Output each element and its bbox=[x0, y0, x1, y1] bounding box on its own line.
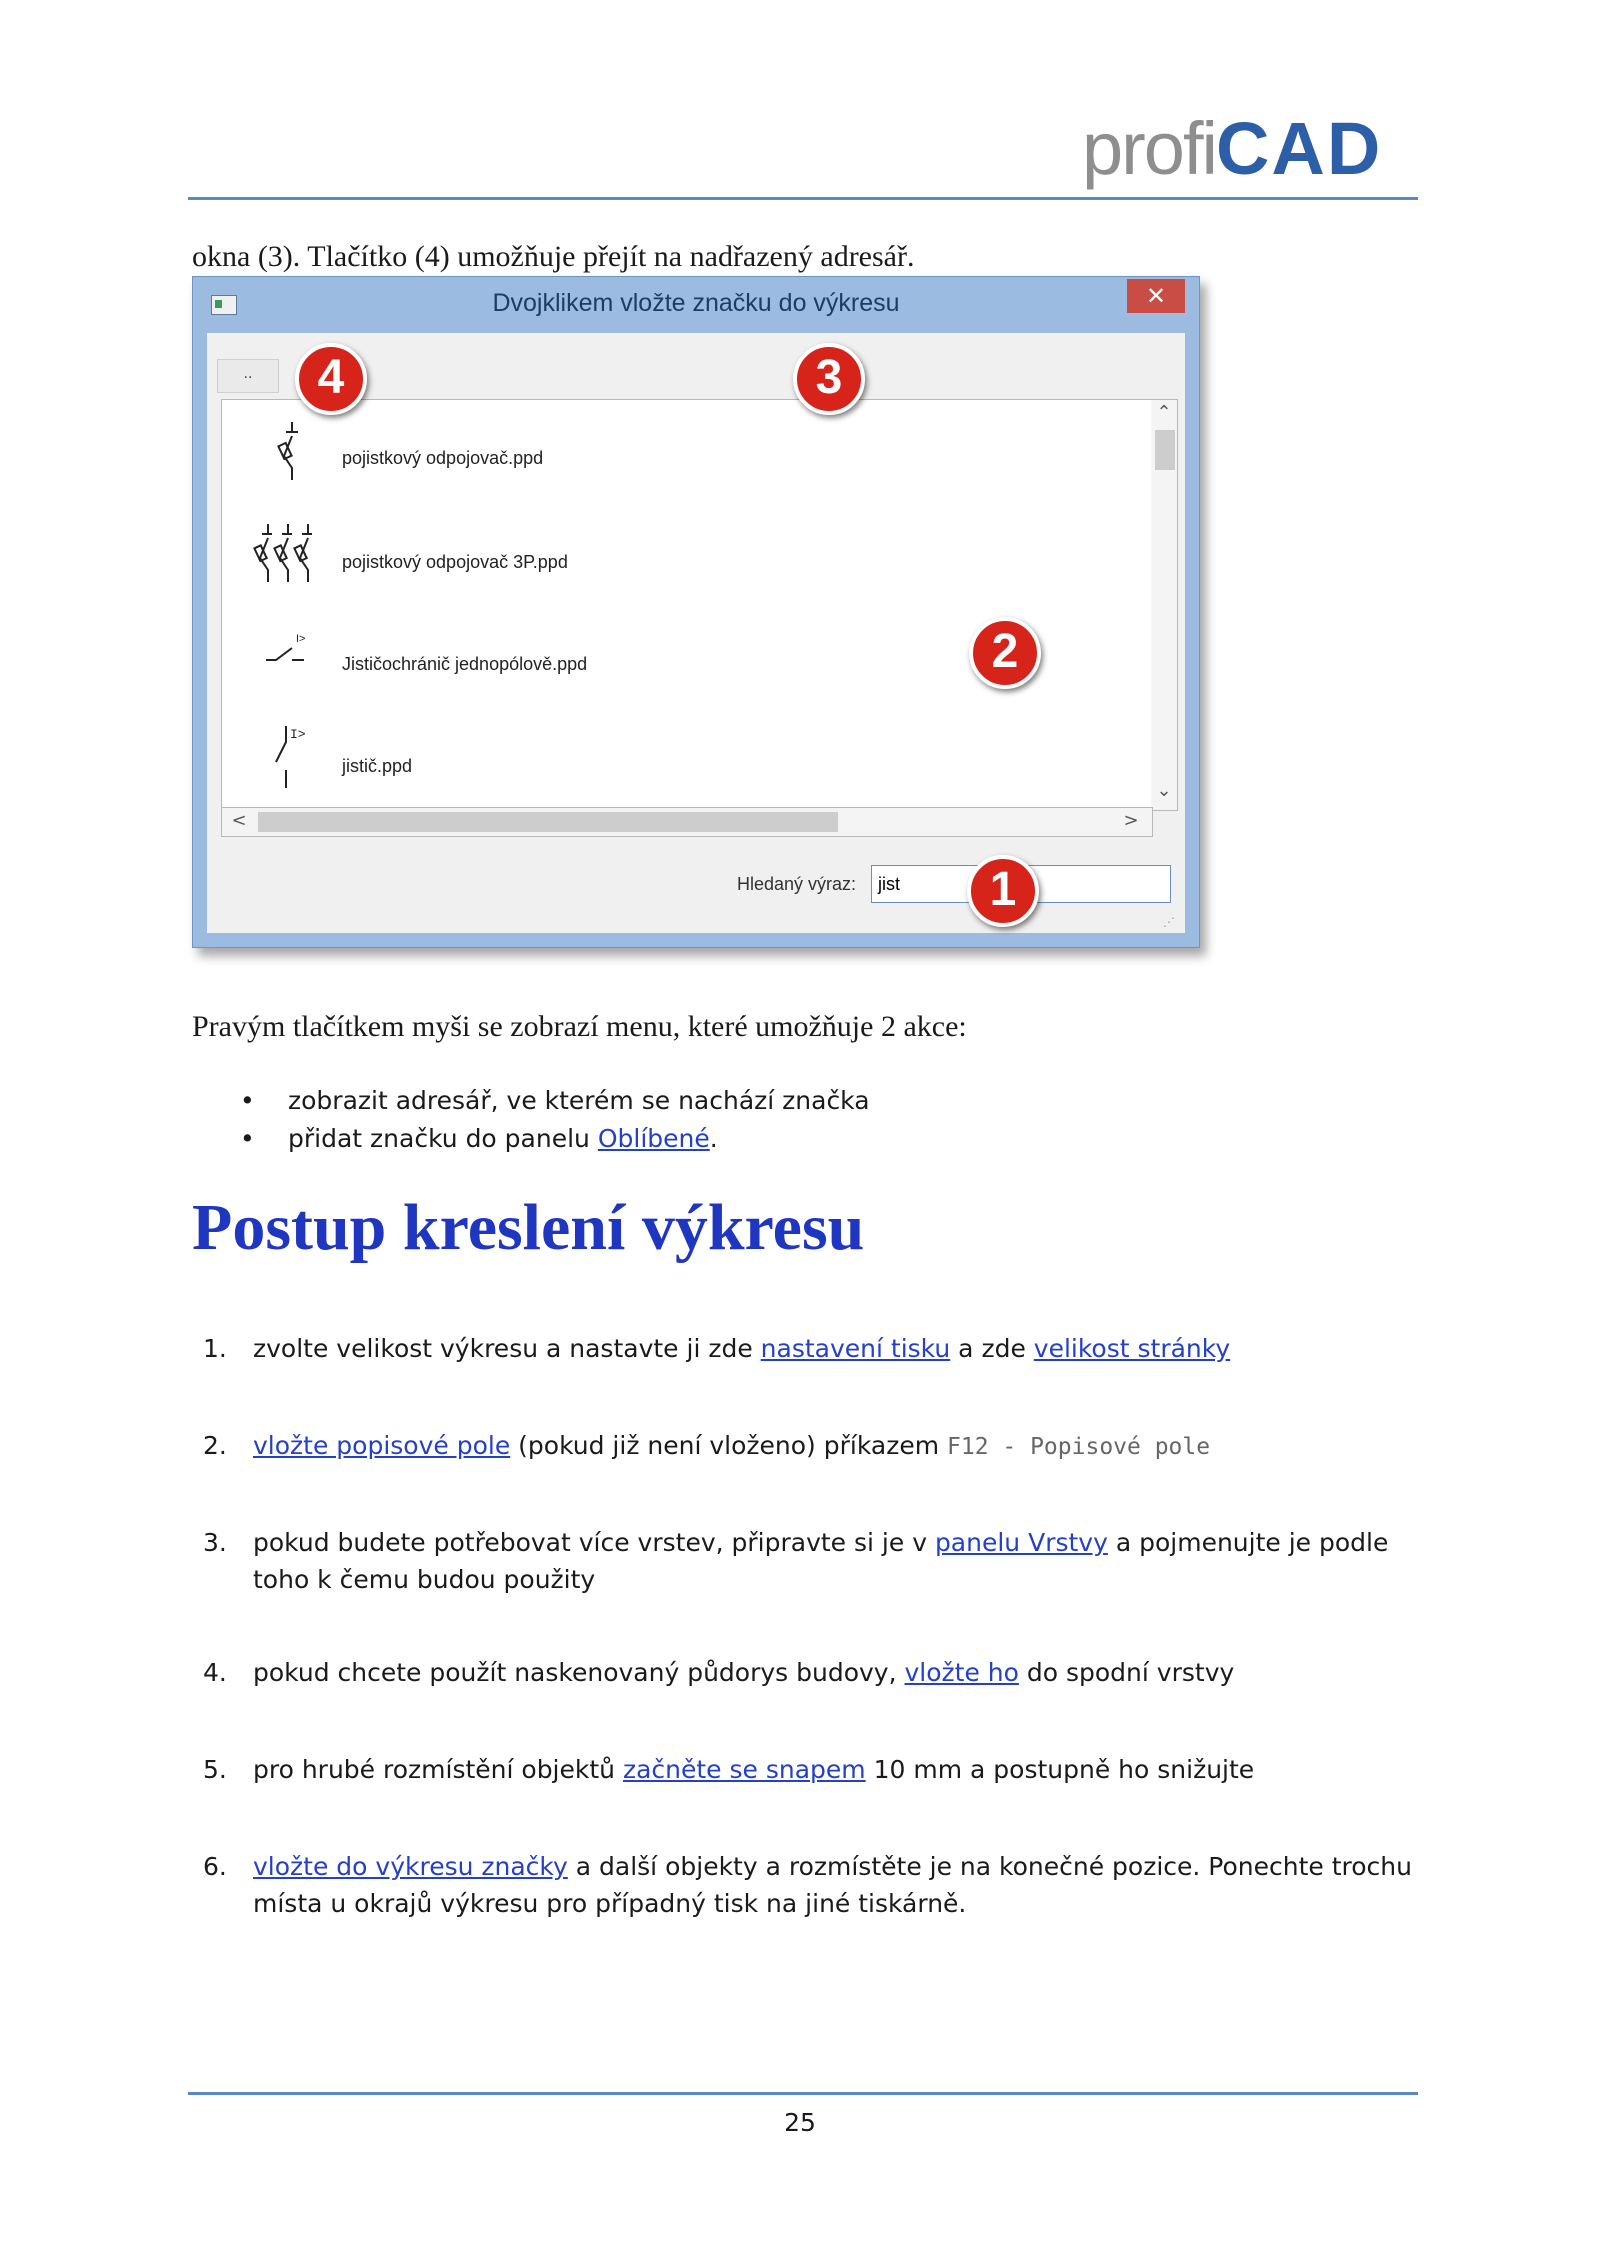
step-item bbox=[203, 1848, 1423, 1922]
list-item[interactable] bbox=[242, 418, 942, 498]
step-text: a další objekty a rozmístěte je na konečné pozice. Ponechte trochu místa u okrajů výkresu pro případný tisk na jiné tiskárně. bbox=[253, 1852, 1420, 1918]
insert-symbols-link[interactable]: vložte do výkresu značky bbox=[253, 1852, 568, 1881]
list-item[interactable] bbox=[242, 722, 942, 802]
bullet-dot: • bbox=[240, 1124, 255, 1153]
section-heading: Postup kreslení výkresu bbox=[192, 1191, 865, 1264]
bullet-dot: • bbox=[240, 1086, 255, 1115]
step-text: zvolte velikost výkresu a nastavte ji zde bbox=[253, 1334, 761, 1363]
close-button[interactable]: ✕ bbox=[1127, 279, 1185, 313]
step-text: pokud budete potřebovat více vrstev, připravte si je v bbox=[253, 1528, 935, 1557]
list-item-label: pojistkový odpojovač.ppd bbox=[342, 448, 544, 468]
dialog-titlebar bbox=[193, 277, 1199, 333]
bullet-text: zobrazit adresář, ve kterém se nachází značka bbox=[288, 1086, 870, 1115]
step-text: do spodní vrstvy bbox=[1018, 1658, 1235, 1687]
fuse-disconnector-icon bbox=[262, 418, 322, 482]
rcbo-label: I> bbox=[296, 633, 306, 645]
dialog-client bbox=[207, 333, 1185, 933]
step-item bbox=[203, 1751, 1423, 1788]
search-input[interactable]: jist bbox=[871, 865, 1171, 903]
list-item-label: pojistkový odpojovač 3P.ppd bbox=[342, 552, 568, 572]
insert-title-block-link[interactable]: vložte popisové pole bbox=[253, 1431, 511, 1460]
step-item bbox=[203, 1524, 1423, 1598]
page-number: 25 bbox=[784, 2108, 816, 2137]
logo-cad-text: CAD bbox=[1215, 107, 1383, 190]
scroll-up-icon[interactable]: ⌃ bbox=[1156, 402, 1172, 423]
page-size-link[interactable]: velikost stránky bbox=[1033, 1334, 1231, 1363]
callout-badge-1: 1 bbox=[967, 855, 1039, 927]
symbol-list[interactable] bbox=[221, 399, 1153, 809]
rcbo-icon bbox=[252, 626, 332, 686]
horizontal-scrollbar[interactable] bbox=[221, 807, 1153, 837]
bullet-list bbox=[240, 1086, 870, 1162]
list-item-label: jistič.ppd bbox=[342, 756, 413, 776]
vertical-scroll-thumb[interactable] bbox=[1155, 430, 1175, 470]
step-text: a zde bbox=[950, 1334, 1034, 1363]
step-text: 10 mm a postupně ho snižujte bbox=[865, 1755, 1255, 1784]
step-text: pro hrubé rozmístění objektů bbox=[253, 1755, 623, 1784]
bullet-item bbox=[240, 1086, 870, 1124]
step-number: 2. bbox=[203, 1431, 227, 1460]
symbol-dialog bbox=[192, 276, 1200, 948]
search-label: Hledaný výraz: bbox=[737, 874, 857, 894]
step-number: 6. bbox=[203, 1852, 227, 1881]
insert-image-link[interactable]: vložte ho bbox=[904, 1658, 1019, 1687]
bullet-text-end: . bbox=[709, 1124, 718, 1153]
print-settings-link[interactable]: nastavení tisku bbox=[760, 1334, 951, 1363]
step-item bbox=[203, 1427, 1423, 1466]
circuit-breaker-icon bbox=[260, 722, 330, 792]
step-text: a pojmenujte je podle toho k čemu budou použity bbox=[253, 1528, 1397, 1594]
footer-rule bbox=[188, 2092, 1418, 2095]
step-item bbox=[203, 1654, 1423, 1691]
bullet-text: přidat značku do panelu bbox=[288, 1124, 598, 1153]
callout-badge-3: 3 bbox=[793, 343, 865, 415]
horizontal-scroll-thumb[interactable] bbox=[258, 812, 838, 832]
list-item[interactable] bbox=[242, 520, 942, 600]
fuse-disconnector-3p-icon bbox=[252, 520, 332, 584]
parent-folder-button[interactable]: .. bbox=[217, 359, 279, 393]
step-number: 4. bbox=[203, 1658, 227, 1687]
list-item[interactable] bbox=[242, 622, 942, 702]
snap-link[interactable]: začněte se snapem bbox=[622, 1755, 866, 1784]
step-item bbox=[203, 1330, 1423, 1367]
step-number: 1. bbox=[203, 1334, 227, 1363]
step-text: pokud chcete použít naskenovaný půdorys budovy, bbox=[253, 1658, 905, 1687]
proficad-logo bbox=[1082, 102, 1383, 190]
list-item-label: Jističochránič jednopólově.ppd bbox=[342, 654, 588, 674]
dialog-title: Dvojklikem vložte značku do výkresu bbox=[492, 289, 900, 317]
logo-profi-text: profi bbox=[1082, 107, 1216, 190]
scroll-left-icon[interactable]: < bbox=[231, 810, 247, 831]
scroll-down-icon[interactable]: ⌄ bbox=[1156, 780, 1172, 801]
bullet-item bbox=[240, 1124, 870, 1162]
intro-line: okna (3). Tlačítko (4) umožňuje přejít na nadřazený adresář. bbox=[192, 240, 915, 273]
resize-grip-icon[interactable]: ⋰ bbox=[1163, 915, 1175, 929]
layers-panel-link[interactable]: panelu Vrstvy bbox=[934, 1528, 1108, 1557]
vertical-scrollbar[interactable] bbox=[1151, 399, 1178, 811]
menu-paragraph: Pravým tlačítkem myši se zobrazí menu, které umožňuje 2 akce: bbox=[192, 1010, 967, 1043]
step-number: 5. bbox=[203, 1755, 227, 1784]
header-rule bbox=[188, 197, 1418, 200]
step-number: 3. bbox=[203, 1528, 227, 1557]
command-code: F12 - Popisové pole bbox=[947, 1434, 1211, 1460]
callout-badge-4: 4 bbox=[295, 343, 367, 415]
step-text: (pokud již není vloženo) příkazem bbox=[510, 1431, 947, 1460]
callout-badge-2: 2 bbox=[969, 617, 1041, 689]
scroll-right-icon[interactable]: > bbox=[1123, 810, 1139, 831]
breaker-label: I> bbox=[290, 727, 306, 742]
favorites-link[interactable]: Oblíbené bbox=[597, 1124, 710, 1153]
